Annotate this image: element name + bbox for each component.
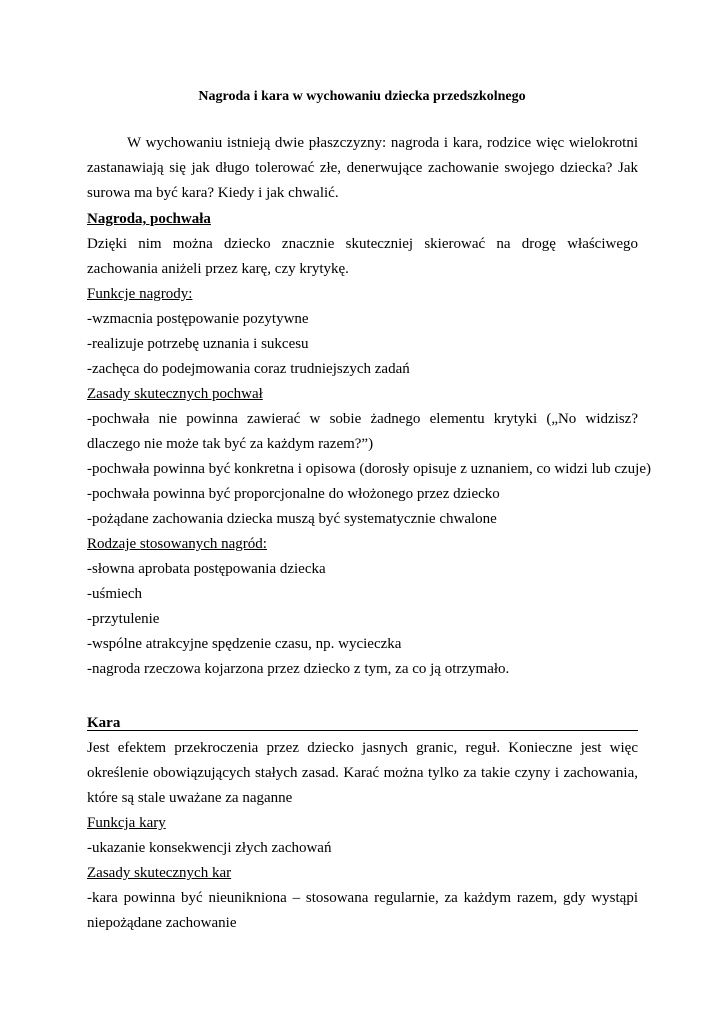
list-item: -słowna aprobata postępowania dziecka	[87, 561, 326, 577]
list-item: -wzmacnia postępowanie pozytywne	[87, 311, 309, 327]
list-item: -nagroda rzeczowa kojarzona przez dziecko z tym, za co ją otrzymało.	[87, 661, 510, 677]
list-item: -przytulenie	[87, 611, 160, 627]
punishment-heading-label: Kara	[87, 715, 121, 731]
punishment-rules-heading: Zasady skutecznych kar	[87, 865, 232, 881]
punishment-heading	[87, 711, 638, 731]
punishment-function-heading: Funkcja kary	[87, 815, 166, 831]
reward-section	[87, 207, 652, 682]
list-item: -pochwała powinna być proporcjonalne do włożonego przez dziecko	[87, 486, 500, 502]
intro-paragraph: W wychowaniu istnieją dwie płaszczyzny: nagroda i kara, rodzice więc wielokrotni zastanawiają się jak długo tolerować złe, denerwujące zachowanie swojego dziecka? Jak surowa ma być kara? Kiedy i jak chwalić.	[87, 135, 638, 201]
punishment-description: Jest efektem przekroczenia przez dziecko jasnych granic, reguł. Konieczne jest więc określenie obowiązujących stałych zasad. Karać można tylko za takie czyny i zachowania, które są stale uważane za naganne	[87, 740, 638, 806]
reward-types-heading: Rodzaje stosowanych nagród:	[87, 536, 267, 552]
list-item: -zachęca do podejmowania coraz trudniejszych zadań	[87, 361, 410, 377]
list-item: -kara powinna być nieunikniona – stosowana regularnie, za każdym razem, gdy wystąpi niepożądane zachowanie	[87, 890, 638, 931]
reward-description: Dzięki nim można dziecko znacznie skuteczniej skierować na drogę właściwego zachowania aniżeli przez karę, czy krytykę.	[87, 236, 638, 277]
list-item: -realizuje potrzebę uznania i sukcesu	[87, 336, 309, 352]
reward-functions-heading: Funkcje nagrody:	[87, 286, 193, 302]
list-item: -uśmiech	[87, 586, 142, 602]
list-item: -pożądane zachowania dziecka muszą być systematycznie chwalone	[87, 511, 497, 527]
list-item: -pochwała powinna być konkretna i opisowa (dorosły opisuje z uznaniem, co widzi lub czuje)	[87, 461, 652, 477]
reward-heading: Nagroda, pochwała	[87, 211, 211, 227]
praise-rules-heading: Zasady skutecznych pochwał	[87, 386, 263, 402]
punishment-section	[87, 736, 638, 936]
list-item: -wspólne atrakcyjne spędzenie czasu, np. wycieczka	[87, 636, 402, 652]
list-item: -ukazanie konsekwencji złych zachowań	[87, 840, 332, 856]
list-item: -pochwała nie powinna zawierać w sobie żadnego elementu krytyki („No widzisz? dlaczego nie może tak być za każdym razem?”)	[87, 411, 638, 452]
document-title: Nagroda i kara w wychowaniu dziecka przedszkolnego	[198, 89, 526, 104]
